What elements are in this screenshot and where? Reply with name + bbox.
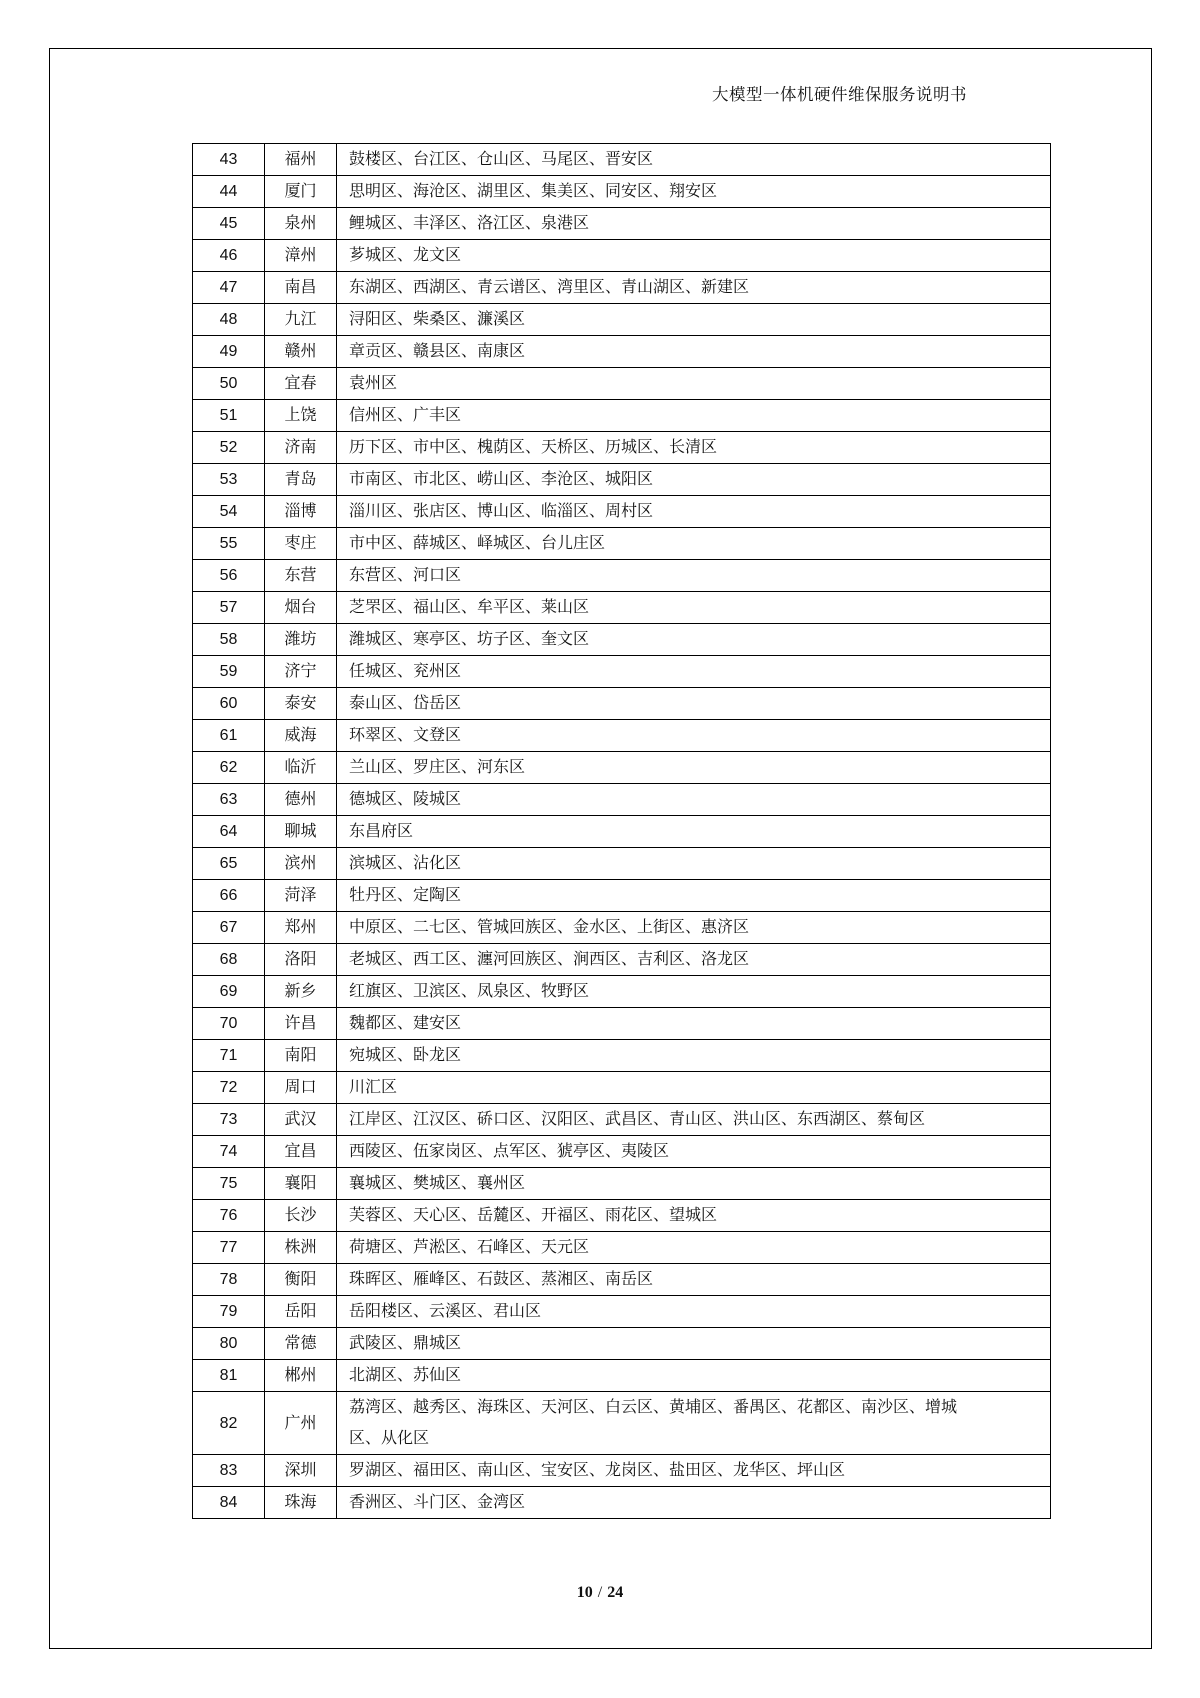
table-row	[193, 816, 1051, 848]
row-number-cell: 74	[193, 1136, 265, 1168]
row-number-cell: 78	[193, 1264, 265, 1296]
districts-cell: 红旗区、卫滨区、凤泉区、牧野区	[337, 976, 1051, 1008]
districts-cell: 市中区、薛城区、峄城区、台儿庄区	[337, 528, 1051, 560]
districts-cell: 信州区、广丰区	[337, 400, 1051, 432]
table-row	[193, 880, 1051, 912]
districts-cell: 川汇区	[337, 1072, 1051, 1104]
city-cell: 漳州	[265, 240, 337, 272]
row-number-cell: 56	[193, 560, 265, 592]
row-number-cell: 58	[193, 624, 265, 656]
table-row	[193, 1455, 1051, 1487]
districts-cell: 德城区、陵城区	[337, 784, 1051, 816]
districts-cell: 岳阳楼区、云溪区、君山区	[337, 1296, 1051, 1328]
row-number-cell: 84	[193, 1487, 265, 1519]
table-row	[193, 1104, 1051, 1136]
city-cell: 许昌	[265, 1008, 337, 1040]
districts-cell: 袁州区	[337, 368, 1051, 400]
city-cell: 德州	[265, 784, 337, 816]
districts-cell: 鼓楼区、台江区、仓山区、马尾区、晋安区	[337, 144, 1051, 176]
table-row	[193, 1487, 1051, 1519]
row-number-cell: 49	[193, 336, 265, 368]
row-number-cell: 51	[193, 400, 265, 432]
city-cell: 厦门	[265, 176, 337, 208]
city-cell: 宜春	[265, 368, 337, 400]
city-cell: 周口	[265, 1072, 337, 1104]
table-row	[193, 1360, 1051, 1392]
row-number-cell: 52	[193, 432, 265, 464]
city-cell: 赣州	[265, 336, 337, 368]
row-number-cell: 71	[193, 1040, 265, 1072]
table-row	[193, 1264, 1051, 1296]
table-row	[193, 688, 1051, 720]
row-number-cell: 83	[193, 1455, 265, 1487]
table-row	[193, 496, 1051, 528]
city-cell: 滨州	[265, 848, 337, 880]
city-cell: 宜昌	[265, 1136, 337, 1168]
row-number-cell: 82	[193, 1392, 265, 1455]
table-row	[193, 1008, 1051, 1040]
table-row	[193, 560, 1051, 592]
districts-cell: 罗湖区、福田区、南山区、宝安区、龙岗区、盐田区、龙华区、坪山区	[337, 1455, 1051, 1487]
row-number-cell: 69	[193, 976, 265, 1008]
city-cell: 九江	[265, 304, 337, 336]
districts-cell: 东昌府区	[337, 816, 1051, 848]
city-cell: 泉州	[265, 208, 337, 240]
city-cell: 聊城	[265, 816, 337, 848]
row-number-cell: 66	[193, 880, 265, 912]
row-number-cell: 67	[193, 912, 265, 944]
city-cell: 临沂	[265, 752, 337, 784]
table-row	[193, 368, 1051, 400]
row-number-cell: 45	[193, 208, 265, 240]
city-cell: 郴州	[265, 1360, 337, 1392]
districts-cell: 江岸区、江汉区、硚口区、汉阳区、武昌区、青山区、洪山区、东西湖区、蔡甸区	[337, 1104, 1051, 1136]
city-cell: 新乡	[265, 976, 337, 1008]
table-row	[193, 528, 1051, 560]
row-number-cell: 54	[193, 496, 265, 528]
table-row	[193, 1200, 1051, 1232]
districts-cell: 西陵区、伍家岗区、点军区、猇亭区、夷陵区	[337, 1136, 1051, 1168]
districts-cell: 魏都区、建安区	[337, 1008, 1051, 1040]
districts-cell: 荔湾区、越秀区、海珠区、天河区、白云区、黄埔区、番禺区、花都区、南沙区、增城区、从化区	[337, 1392, 1051, 1455]
page-footer	[0, 1584, 1200, 1602]
city-cell: 株洲	[265, 1232, 337, 1264]
districts-cell: 任城区、兖州区	[337, 656, 1051, 688]
row-number-cell: 60	[193, 688, 265, 720]
districts-cell: 芗城区、龙文区	[337, 240, 1051, 272]
districts-cell: 章贡区、赣县区、南康区	[337, 336, 1051, 368]
table-row	[193, 848, 1051, 880]
page-header	[192, 84, 967, 106]
districts-cell: 芙蓉区、天心区、岳麓区、开福区、雨花区、望城区	[337, 1200, 1051, 1232]
districts-cell: 滨城区、沾化区	[337, 848, 1051, 880]
row-number-cell: 62	[193, 752, 265, 784]
table-row	[193, 1072, 1051, 1104]
districts-cell: 宛城区、卧龙区	[337, 1040, 1051, 1072]
districts-cell: 珠晖区、雁峰区、石鼓区、蒸湘区、南岳区	[337, 1264, 1051, 1296]
table-row	[193, 336, 1051, 368]
table-row	[193, 1168, 1051, 1200]
row-number-cell: 75	[193, 1168, 265, 1200]
row-number-cell: 64	[193, 816, 265, 848]
row-number-cell: 44	[193, 176, 265, 208]
total-page-count: 24	[607, 1584, 624, 1601]
table-row	[193, 912, 1051, 944]
row-number-cell: 53	[193, 464, 265, 496]
city-cell: 深圳	[265, 1455, 337, 1487]
city-cell: 武汉	[265, 1104, 337, 1136]
row-number-cell: 57	[193, 592, 265, 624]
city-cell: 潍坊	[265, 624, 337, 656]
districts-cell: 芝罘区、福山区、牟平区、莱山区	[337, 592, 1051, 624]
table-row	[193, 208, 1051, 240]
districts-cell: 老城区、西工区、瀍河回族区、涧西区、吉利区、洛龙区	[337, 944, 1051, 976]
row-number-cell: 59	[193, 656, 265, 688]
table-row	[193, 624, 1051, 656]
table-row	[193, 240, 1051, 272]
table-row	[193, 656, 1051, 688]
city-cell: 南昌	[265, 272, 337, 304]
table-row	[193, 144, 1051, 176]
city-cell: 襄阳	[265, 1168, 337, 1200]
page-number-separator: /	[597, 1584, 603, 1601]
city-cell: 青岛	[265, 464, 337, 496]
districts-cell: 中原区、二七区、管城回族区、金水区、上街区、惠济区	[337, 912, 1051, 944]
city-cell: 衡阳	[265, 1264, 337, 1296]
districts-cell: 鲤城区、丰泽区、洛江区、泉港区	[337, 208, 1051, 240]
table-row	[193, 176, 1051, 208]
row-number-cell: 73	[193, 1104, 265, 1136]
city-cell: 烟台	[265, 592, 337, 624]
row-number-cell: 46	[193, 240, 265, 272]
city-cell: 福州	[265, 144, 337, 176]
table-row	[193, 400, 1051, 432]
table-row	[193, 592, 1051, 624]
table-row	[193, 1232, 1051, 1264]
row-number-cell: 48	[193, 304, 265, 336]
table-row	[193, 272, 1051, 304]
table-row	[193, 1328, 1051, 1360]
city-cell: 南阳	[265, 1040, 337, 1072]
city-cell: 常德	[265, 1328, 337, 1360]
table-row	[193, 1136, 1051, 1168]
table-row	[193, 976, 1051, 1008]
districts-cell: 淄川区、张店区、博山区、临淄区、周村区	[337, 496, 1051, 528]
city-cell: 岳阳	[265, 1296, 337, 1328]
city-cell: 威海	[265, 720, 337, 752]
row-number-cell: 77	[193, 1232, 265, 1264]
table-row	[193, 1392, 1051, 1455]
districts-cell: 环翠区、文登区	[337, 720, 1051, 752]
row-number-cell: 76	[193, 1200, 265, 1232]
table-row	[193, 1040, 1051, 1072]
table-row	[193, 752, 1051, 784]
current-page-number: 10	[576, 1584, 593, 1601]
districts-cell: 市南区、市北区、崂山区、李沧区、城阳区	[337, 464, 1051, 496]
districts-cell: 武陵区、鼎城区	[337, 1328, 1051, 1360]
table-body	[193, 144, 1051, 1519]
city-cell: 淄博	[265, 496, 337, 528]
districts-cell: 历下区、市中区、槐荫区、天桥区、历城区、长清区	[337, 432, 1051, 464]
city-cell: 枣庄	[265, 528, 337, 560]
districts-cell: 思明区、海沧区、湖里区、集美区、同安区、翔安区	[337, 176, 1051, 208]
city-cell: 珠海	[265, 1487, 337, 1519]
city-district-table	[192, 143, 1051, 1519]
row-number-cell: 81	[193, 1360, 265, 1392]
table-row	[193, 1296, 1051, 1328]
header-title: 大模型一体机硬件维保服务说明书	[712, 85, 967, 104]
row-number-cell: 72	[193, 1072, 265, 1104]
city-cell: 长沙	[265, 1200, 337, 1232]
districts-cell: 牡丹区、定陶区	[337, 880, 1051, 912]
city-cell: 洛阳	[265, 944, 337, 976]
table-row	[193, 784, 1051, 816]
city-cell: 菏泽	[265, 880, 337, 912]
table-row	[193, 720, 1051, 752]
city-cell: 济南	[265, 432, 337, 464]
row-number-cell: 65	[193, 848, 265, 880]
city-cell: 广州	[265, 1392, 337, 1455]
row-number-cell: 79	[193, 1296, 265, 1328]
row-number-cell: 68	[193, 944, 265, 976]
table-row	[193, 944, 1051, 976]
districts-cell: 潍城区、寒亭区、坊子区、奎文区	[337, 624, 1051, 656]
city-cell: 上饶	[265, 400, 337, 432]
table-row	[193, 464, 1051, 496]
districts-cell: 襄城区、樊城区、襄州区	[337, 1168, 1051, 1200]
table-row	[193, 432, 1051, 464]
districts-cell: 浔阳区、柴桑区、濂溪区	[337, 304, 1051, 336]
row-number-cell: 43	[193, 144, 265, 176]
districts-cell: 北湖区、苏仙区	[337, 1360, 1051, 1392]
city-cell: 东营	[265, 560, 337, 592]
districts-cell: 东营区、河口区	[337, 560, 1051, 592]
row-number-cell: 61	[193, 720, 265, 752]
row-number-cell: 80	[193, 1328, 265, 1360]
city-cell: 泰安	[265, 688, 337, 720]
city-cell: 郑州	[265, 912, 337, 944]
districts-cell: 兰山区、罗庄区、河东区	[337, 752, 1051, 784]
city-cell: 济宁	[265, 656, 337, 688]
table-row	[193, 304, 1051, 336]
districts-cell: 荷塘区、芦淞区、石峰区、天元区	[337, 1232, 1051, 1264]
districts-cell: 东湖区、西湖区、青云谱区、湾里区、青山湖区、新建区	[337, 272, 1051, 304]
row-number-cell: 55	[193, 528, 265, 560]
row-number-cell: 63	[193, 784, 265, 816]
districts-cell: 香洲区、斗门区、金湾区	[337, 1487, 1051, 1519]
row-number-cell: 50	[193, 368, 265, 400]
districts-cell: 泰山区、岱岳区	[337, 688, 1051, 720]
row-number-cell: 47	[193, 272, 265, 304]
row-number-cell: 70	[193, 1008, 265, 1040]
